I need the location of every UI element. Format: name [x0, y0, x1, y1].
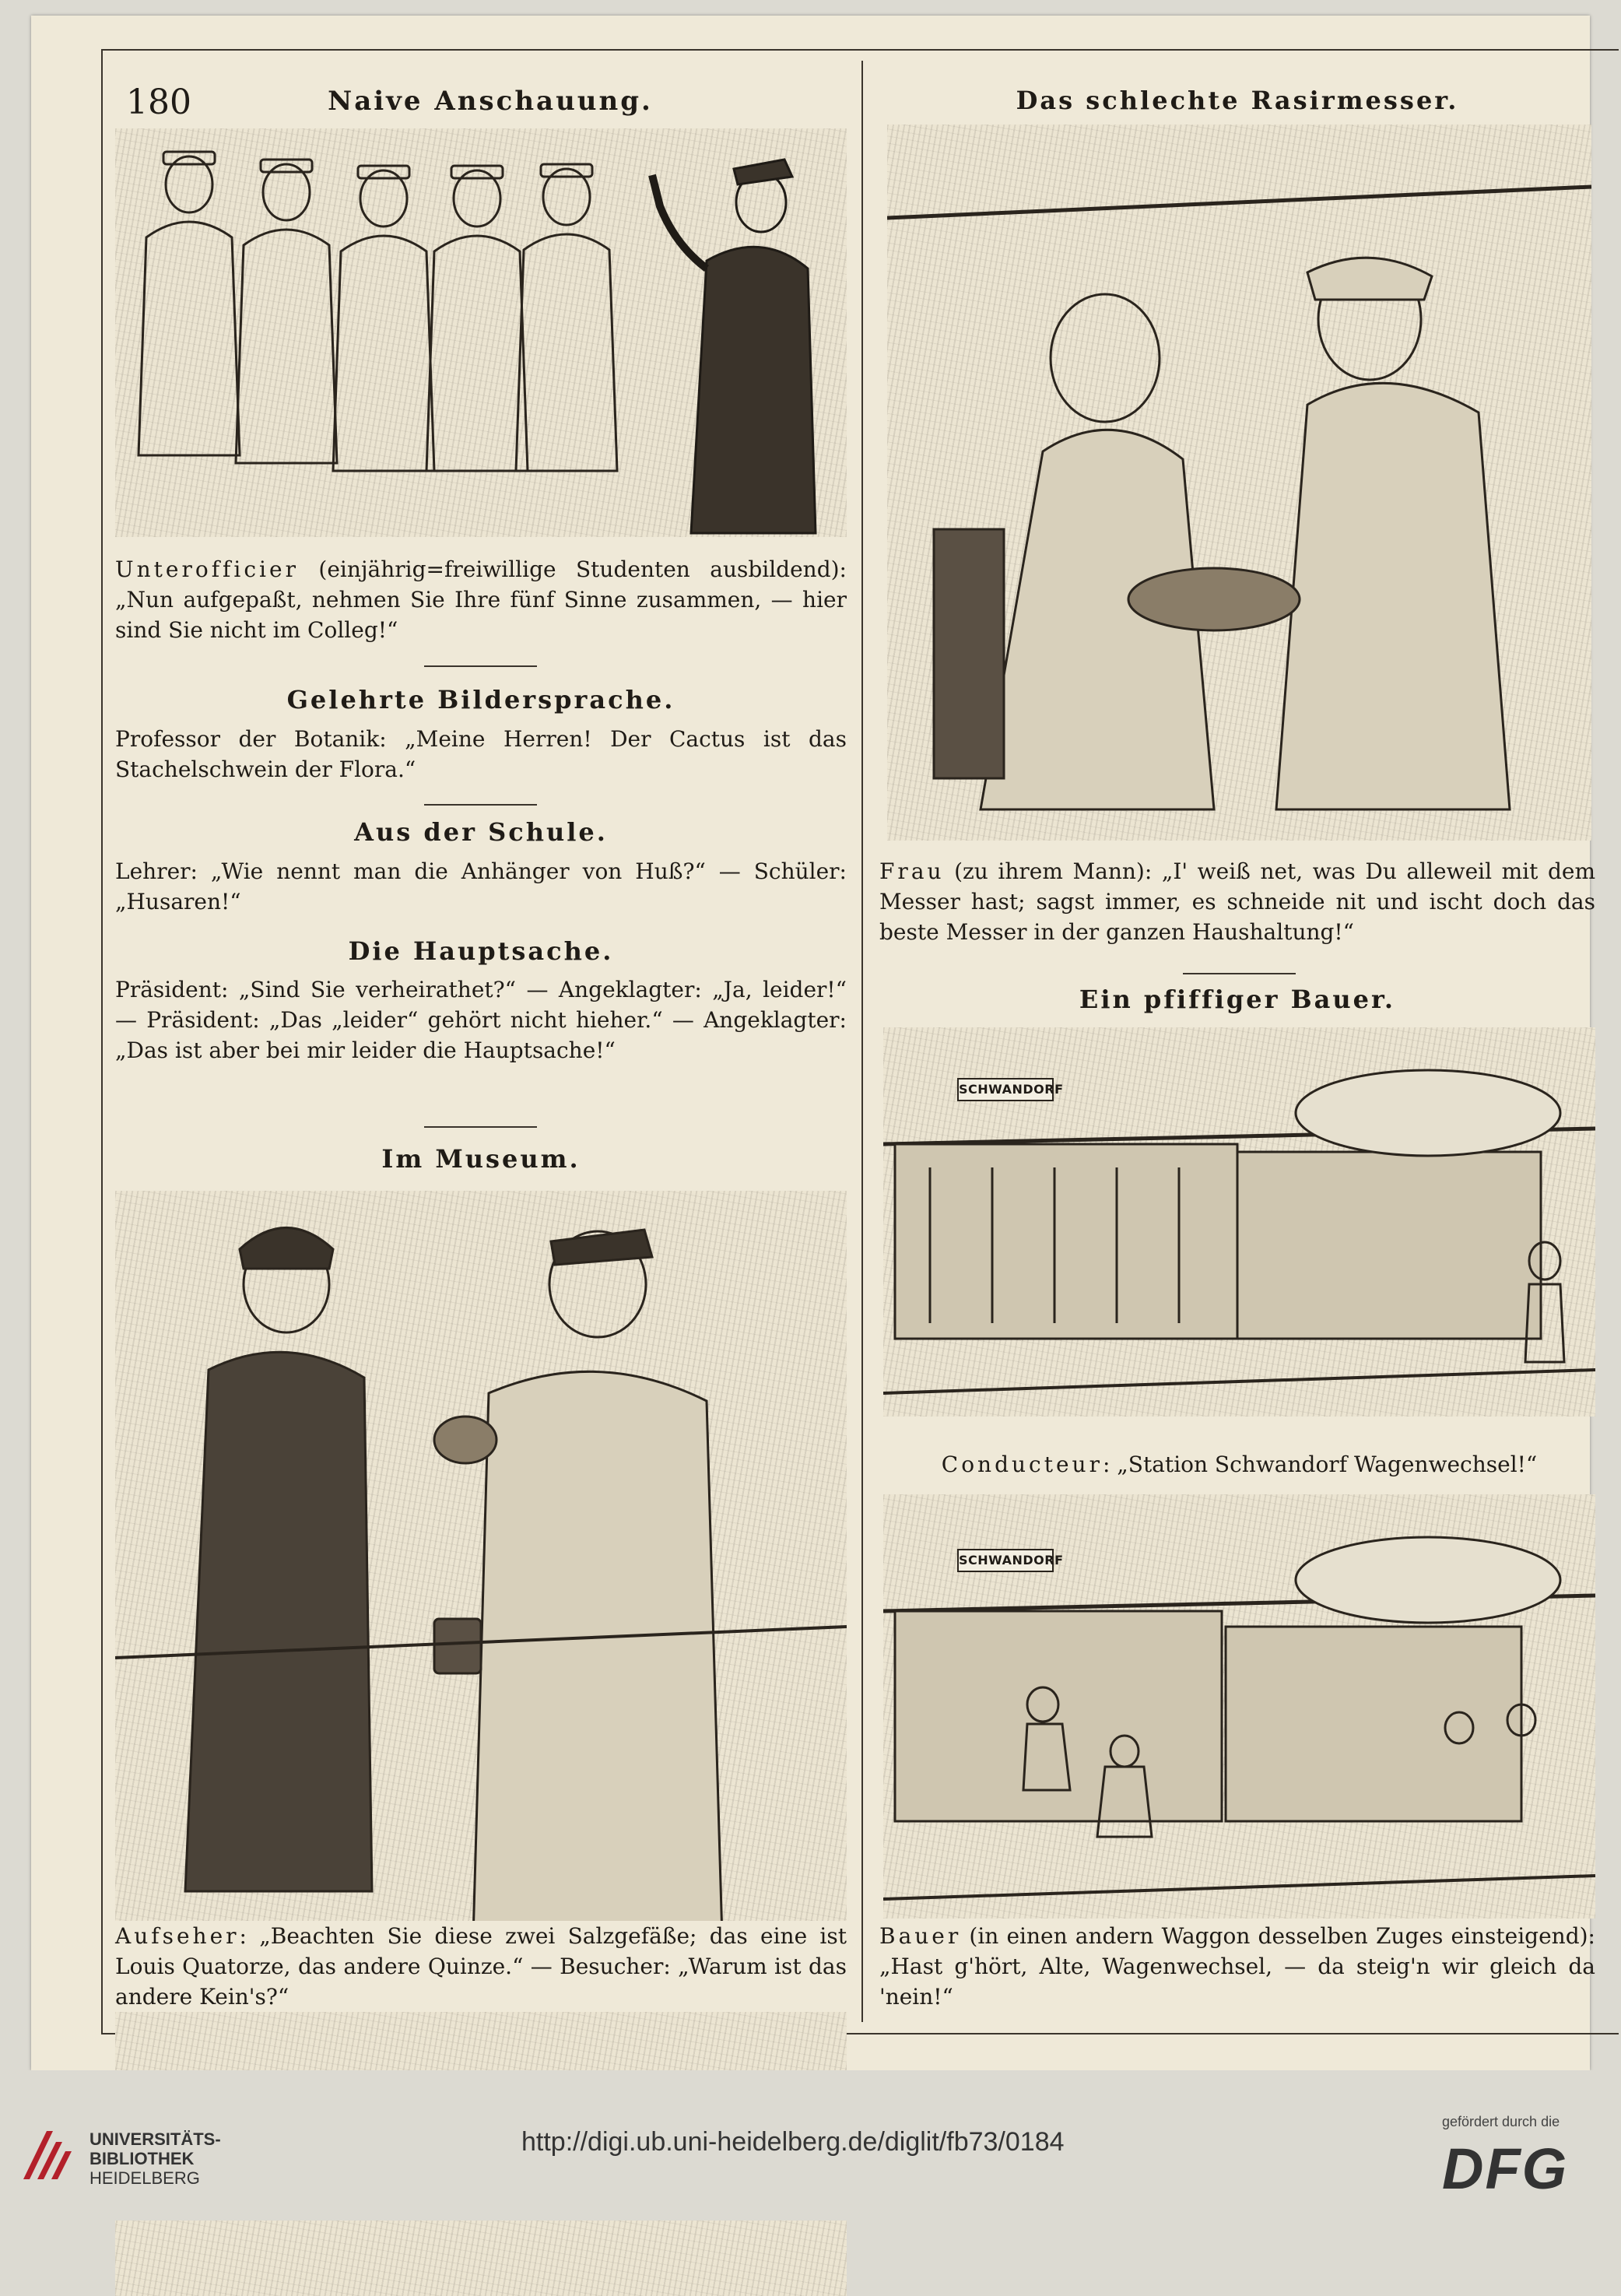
- separator-rule: [1183, 973, 1296, 974]
- speaker-unterofficier: Unterofficier: [115, 556, 299, 582]
- text-die-hauptsache: Präsident: „Sind Sie verheirathet?“ — Angeklagter: „Ja, leider!“ — Präsident: „Das „leider“ gehört nicht hieher.“ — Angeklagter: „Das ist aber bei mir leider die Hauptsache!“: [115, 977, 847, 1063]
- library-name: UNIVERSITÄTS- BIBLIOTHEK HEIDELBERG: [89, 2129, 221, 2188]
- station-sign: SCHWANDORF: [957, 1549, 1054, 1572]
- permalink-url[interactable]: http://digi.ub.uni-heidelberg.de/diglit/fb73/0184: [521, 2127, 1065, 2157]
- separator-rule: [424, 804, 537, 806]
- speaker-aufseher: Aufseher: [115, 1923, 240, 1949]
- caption-conducteur: Conducteur: „Station Schwandorf Wagenwechsel!“: [941, 1452, 1538, 1477]
- caption-bauer: Bauer (in einen andern Waggon desselben Zuges einsteigend): „Hast g'hört, Alte, Wagenwechsel, — da steig'n wir gleich da 'nein!“: [879, 1923, 1595, 2010]
- dfg-logo: DFG: [1442, 2136, 1569, 2201]
- station-sign: SCHWANDORF: [957, 1078, 1054, 1101]
- caption-naive-anschauung: Unterofficier (einjährig=freiwillige Studenten ausbildend): „Nun aufgepaßt, nehmen Sie Ihre fünf Sinne zusammen, — hier sind Sie nicht im Colleg!“: [115, 556, 847, 643]
- separator-rule: [424, 665, 537, 667]
- text-aus-der-schule: Lehrer: „Wie nennt man die Anhänger von Huß?“ — Schüler: „Husaren!“: [115, 858, 847, 915]
- caption-das-schlechte-rasirmesser: Frau (zu ihrem Mann): „I' weiß net, was Du alleweil mit dem Messer hast; sagst immer, es schneide nit und ischt doch das beste Messer in der ganzen Haushaltung!“: [879, 858, 1595, 945]
- illustration-train-farmer: [883, 1494, 1595, 1919]
- illustration-train-conductor: [883, 1027, 1595, 1417]
- separator-rule: [424, 1126, 537, 1128]
- funding-caption: gefördert durch die: [1442, 2114, 1560, 2129]
- caption-im-museum: Aufseher: „Beachten Sie diese zwei Salzgefäße; das eine ist Louis Quatorze, das andere Quinze.“ — Besucher: „Warum ist das andere Kein's?“: [115, 1921, 847, 2012]
- illustration-soldiers-lineup: [115, 128, 847, 537]
- page-frame-left: [101, 49, 103, 2034]
- text-gelehrte-bildersprache: Professor der Botanik: „Meine Herren! Der Cactus ist das Stachelschwein der Flora.“: [115, 726, 847, 782]
- heading-das-schlechte-rasirmesser: Das schlechte Rasirmesser.: [1016, 86, 1459, 115]
- heading-aus-der-schule: Aus der Schule.: [354, 817, 608, 847]
- heading-im-museum: Im Museum.: [381, 1144, 581, 1174]
- speaker-conducteur: Conducteur: [941, 1452, 1103, 1477]
- heading-gelehrte-bildersprache: Gelehrte Bildersprache.: [286, 685, 675, 714]
- heading-ein-pfiffiger-bauer: Ein pfiffiger Bauer.: [1079, 985, 1396, 1014]
- university-library-logo-icon: [17, 2125, 79, 2187]
- speaker-frau: Frau: [879, 858, 945, 884]
- column-divider: [861, 61, 863, 2022]
- page-frame-top: [101, 49, 1619, 51]
- speaker-bauer: Bauer: [879, 1923, 962, 1949]
- page-number: 180: [126, 83, 191, 122]
- illustration-razor-couple: [887, 125, 1591, 841]
- heading-naive-anschauung: Naive Anschauung.: [328, 86, 653, 117]
- heading-die-hauptsache: Die Hauptsache.: [348, 936, 614, 966]
